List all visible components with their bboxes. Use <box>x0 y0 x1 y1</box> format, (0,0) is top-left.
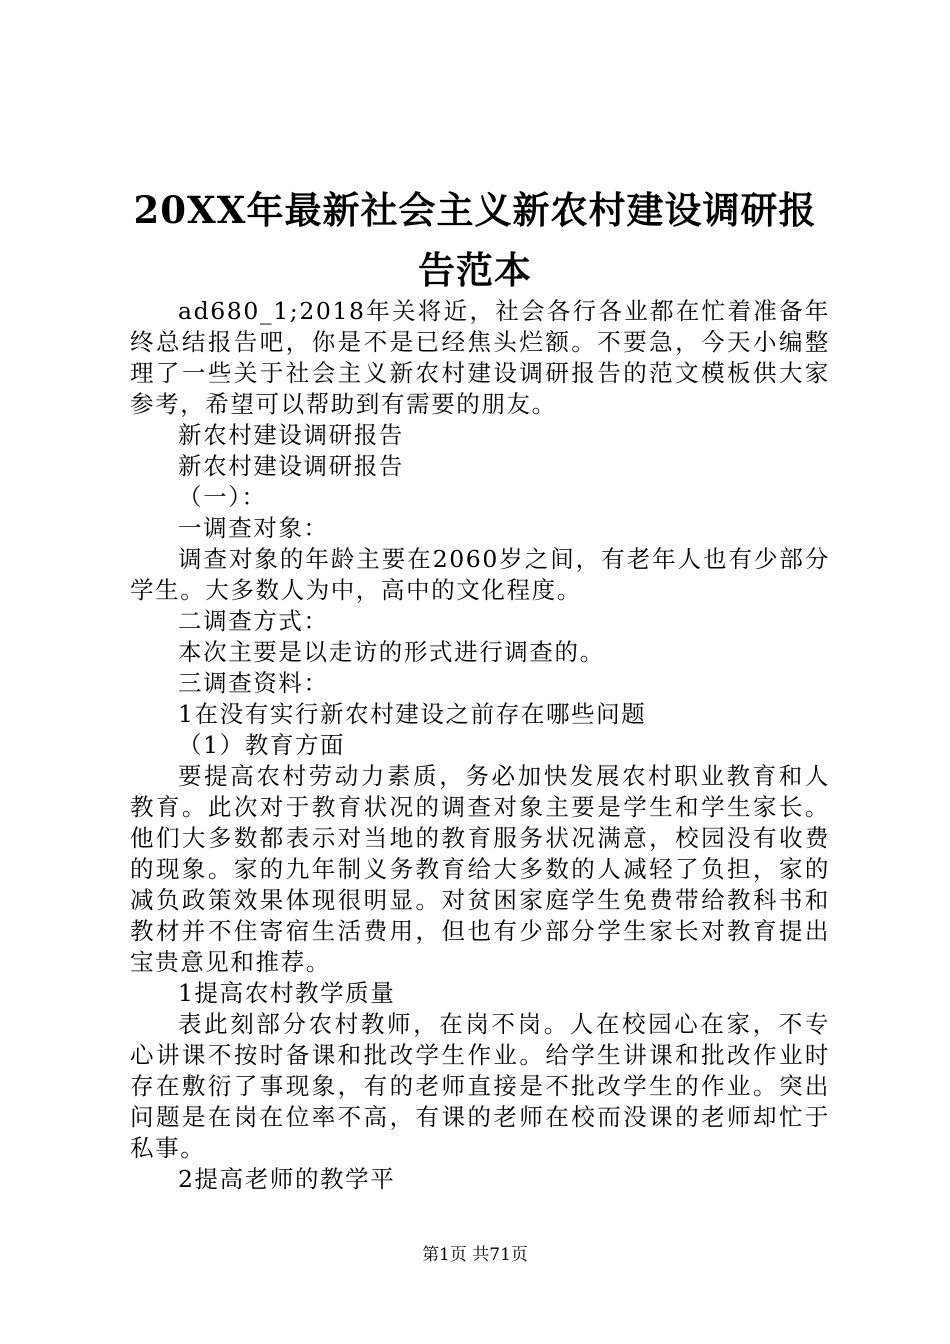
paragraph-teaching-quality: 表此刻部分农村教师，在岗不岗。人在校园心在家，不专心讲课不按时备课和批改学生作业。给学生讲课和批改作业时存在敷衍了事现象，有的老师直接是不批改学生的作业。突出问题是在岗在位率不高，有课的老师在校而没课的老师却忙于私事。 <box>130 1010 830 1162</box>
paragraph-heading-report-repeat: 新农村建设调研报告 <box>178 452 404 480</box>
paragraph-intro: ad680_1;2018年关将近，社会各行各业都在忙着准备年终总结报告吧，你是不是已经焦头烂额。不要急，今天小编整理了一些关于社会主义新农村建设调研报告的范文模板供大家参考，希望可以帮助到有需要的朋友。 <box>130 297 830 418</box>
paragraph-survey-subject-heading: 一调查对象： <box>178 514 329 542</box>
paragraph-survey-subject: 调查对象的年龄主要在2060岁之间，有老年人也有少部分学生。大多数人为中，高中的文化程度。 <box>130 545 830 604</box>
page-number: 第1页 共71页 <box>422 1245 528 1265</box>
document-body <box>130 296 830 1195</box>
paragraph-teacher-level-heading: 2提高老师的教学平 <box>178 1165 396 1193</box>
paragraph-survey-data-heading: 三调查资料： <box>178 669 329 697</box>
paragraph-teaching-quality-heading: 1提高农村教学质量 <box>178 979 396 1007</box>
document-title: 20XX年最新社会主义新农村建设调研报告范本 <box>133 188 817 292</box>
paragraph-education-heading: （1）教育方面 <box>178 731 346 759</box>
paragraph-heading-report: 新农村建设调研报告 <box>178 421 404 449</box>
paragraph-education: 要提高农村劳动力素质，务必加快发展农村职业教育和人教育。此次对于教育状况的调查对象主要是学生和学生家长。他们大多数都表示对当地的教育服务状况满意，校园没有收费的现象。家的九年制义务教育给大多数的人减轻了负担，家的减负政策效果体现很明显。对贫困家庭学生免费带给教科书和教材并不住寄宿生活费用，但也有少部分学生家长对教育提出宝贵意见和推荐。 <box>130 762 830 976</box>
paragraph-section-one: （一）： <box>178 483 267 511</box>
paragraph-survey-method: 本次主要是以走访的形式进行调查的。 <box>178 638 605 666</box>
paragraph-problems-heading: 1在没有实行新农村建设之前存在哪些问题 <box>178 700 647 728</box>
paragraph-survey-method-heading: 二调查方式： <box>178 607 329 635</box>
